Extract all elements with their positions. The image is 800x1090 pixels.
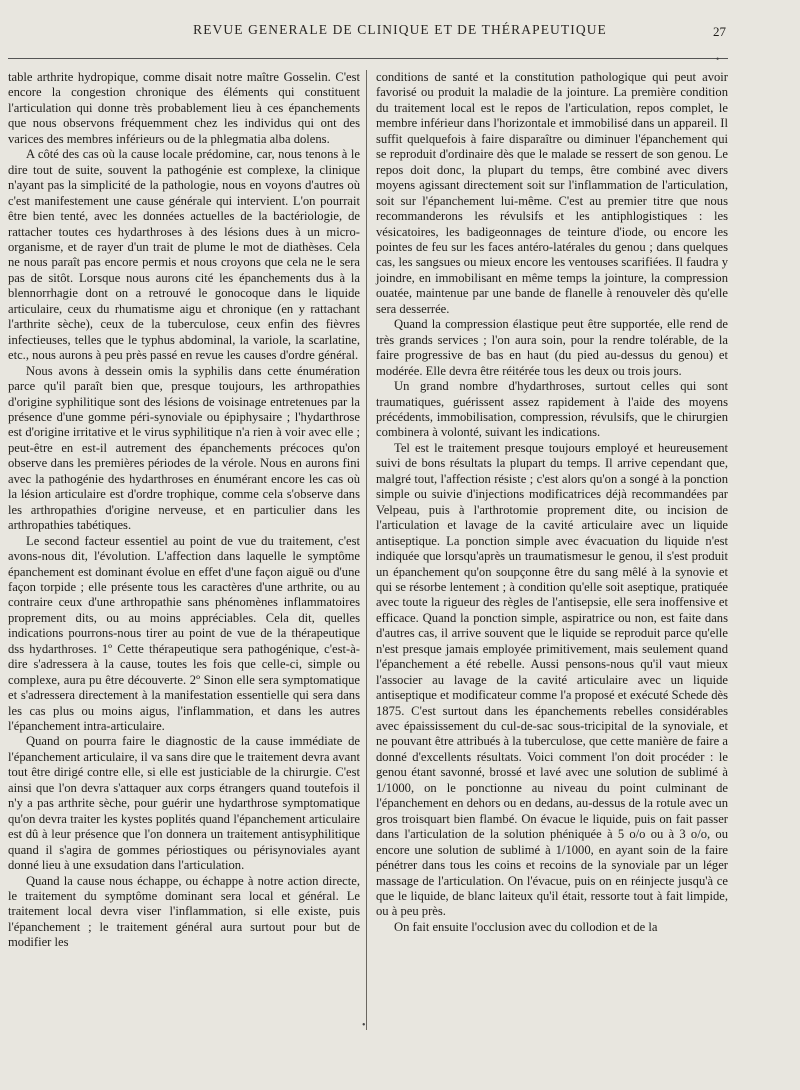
paragraph: On fait ensuite l'occlusion avec du collodion et de la xyxy=(394,919,658,934)
running-header xyxy=(0,22,800,42)
paragraph: Quand on pourra faire le diagnostic de la cause immédiate de l'épanchement articulaire, il va sans dire que le traitement devra avant tout être dirigé contre elle, si elle est justiciable de la chirurgie. C'est ainsi que l'on devra s'attaquer aux corps étrangers quand toutefois il n'y a pas arthrite sèche, pour guérir une hydarthrose symptomatique qu'on devra traiter les kystes poplités quand l'épanchement articulaire est dû à leur présence que l'on donnera un traitement antisyphilitique quand il s'agira de gommes périostiques ou périsynoviales ayant donné lieu à une exsudation dans l'articulation. xyxy=(8,734,360,873)
paragraph: Un grand nombre d'hydarthroses, surtout celles qui sont traumatiques, guérissent assez rapidement à l'aide des moyens précédents, immobilisation, compression, révulsifs, que le chirurgien combinera à volonté, suivant les indications. xyxy=(376,379,728,440)
column-end-mark: • xyxy=(362,1020,366,1031)
paragraph: Le second facteur essentiel au point de vue du traitement, c'est avons-nous dit, l'évolution. L'affection dans laquelle le symptôme épanchement est dominant évolue en effet d'une façon aiguë ou d'une façon torpide ; elle présente tous les caractères d'une arthrite, ou au contraire ceux d'une arthropathie sans phénomènes inflammatoires proprement dits, ou au moins appréciables. Cela dit, quelles indications pourrons-nous tirer au point de vue de la thérapeutique dss hydarthroses. 1º Cette thérapeutique sera pathogénique, c'est-à-dire s'adressera à la cause, toutes les fois que celle-ci, simple ou complexe, aura pu être découverte. 2º Sinon elle sera symptomatique et s'adressera directement à la manifestation essentielle qui sera dans les cas plus ou moins aigus, l'inflammation, et dans les autres l'épanchement intra-articulaire. xyxy=(8,533,360,734)
page-number: 27 xyxy=(713,24,726,39)
paragraph: conditions de santé et la constitution pathologique qui peut avoir favorisé ou produit la maladie de la jointure. La première condition du traitement local est le repos de l'articulation, repos complet, le membre inférieur dans l'horizontale et immobilisé dans un appareil. Il suffit quelquefois à faire disparaître ou diminuer l'épanchement qui se reproduit d'ordinaire dès que le malade se ressert de son genou. Le repos doit donc, la plupart du temps, être combiné avec divers moyens agissant directement soit sur l'inflammation de l'articulation, soit sur l'épanchement lui-même. C'est au premier titre que nous recommanderons les révulsifs et les antiphlogistiques : les vésicatoires, les badigeonnages de teinture d'iode, ou encore les pointes de feu sur les faces antéro-latérales du genou ; dans quelques cas, les sangsues ou mieux encore les ventouses scarifiées. Il faudra y joindre, en immobilisant en même temps la jointure, la compression ouatée, maintenue par une bande de flanelle à renouveler dès qu'elle sera desserrée. xyxy=(376,70,728,316)
paragraph: A côté des cas où la cause locale prédomine, car, nous tenons à le dire tout de suite, souvent la pathogénie est complexe, la clinique n'ayant pas la simplicité de la pathologie, nous en voyons d'autres où c'est manifestement une cause générale qui intervient. L'on pourrait être bien tenté, avec les données actuelles de la bactériologie, de rattacher toutes ces hydarthroses à des lésions dues à un micro-organisme, et de rayer d'un trait de plume le mot de diathèses. Cela ne nous paraît pas encore permis et nous croyons que cela ne le sera pas de sitôt. Lorsque nous aurons cité les épanchements dus à la blennorrhagie dont on a retrouvé le gonocoque dans le liquide articulaire, ceux du rhumatisme aigu et chronique (en y rattachant l'arthrite sèche), ceux de la tuberculose, ceux enfin des fièvres infectieuses, telles que le typhus abdominal, la variole, la scarlatine, etc., nous aurons à peu près passé en revue les causes d'ordre général. xyxy=(8,147,360,363)
rule-ornament: • xyxy=(716,54,720,64)
left-column xyxy=(8,70,360,951)
header-rule xyxy=(8,58,728,59)
paragraph: Nous avons à dessein omis la syphilis dans cette énumération parce qu'il paraît bien que, presque toujours, les arthropathies d'origine syphilitique sont des lésions de voisinage entretenues par la présence d'une gomme péri-synoviale ou épiphysaire ; l'hydarthrose est d'origine irritative et le virus syphilitique n'a rien à voir avec elle ; peut-être en est-il autrement des épanchements précoces qu'on observe dans les premières périodes de la vérole. Nous en aurons fini avec la pathogénie des hydarthroses en énumérant encore les cas où la lésion articulaire est d'ordre trophique, comme cela s'observe dans les arthropathies d'origine nerveuse, et en particulier dans les arthropathies tabétiques. xyxy=(8,363,360,533)
paragraph: Quand la cause nous échappe, ou échappe à notre action directe, le traitement du symptôme dominant sera local et général. Le traitement local devra viser l'inflammation, si elle existe, puis l'épanchement ; le traitement général aura surtout pour but de modifier les xyxy=(8,873,360,950)
paragraph: table arthrite hydropique, comme disait notre maître Gosselin. C'est encore la congestion chronique des éléments qui constituent l'articulation qui donne très probablement lieu à ces épanchements que nous observons fréquemment chez les individus qui ont des varices des membres inférieurs ou de la phlegmatia alba dolens. xyxy=(8,70,360,146)
paragraph: Tel est le traitement presque toujours employé et heureusement suivi de bons résultats la plupart du temps. Il arrive cependant que, malgré tout, l'affection résiste ; c'est alors qu'on a songé à la ponction simple ou suivie d'injections modificatrices déjà recommandées par Velpeau, puis à l'arthrotomie proprement dite, ou incision de l'articulation et lavage de la cavité articulaire avec un liquide antiseptique. La ponction simple avec évacuation du liquide n'est indiquée que lorsqu'après un traumatismesur le genou, il s'est produit un épanchement qu'on soupçonne être du sang mêlé à la synovie et qui se résorbe lentement ; à condition qu'elle soit aseptique, pratiquée avec toute la rigueur des règles de l'antisepsie, elle sera inoffensive et efficace. Quand la ponction simple, aspiratrice ou non, est faite dans d'autres cas, il arrive souvent que le liquide se reproduit parce qu'elle n'est presque jamais employée primitivement, mais seulement quand l'épanchement a été rebelle. Aussi pensons-nous qu'il vaut mieux l'associer au lavage de la cavité articulaire avec un liquide antiseptique et modificateur comme l'a proposé et exécuté Schede dès 1875. C'est surtout dans les épanchements rebelles considérables avec épaississement du cul-de-sac sous-tricipital de la synoviale, et ne pouvant être attribués à la tuberculose, que cette manière de faire a donné d'excellents résultats. Voici comment l'on doit procéder : le genou étant savonné, brossé et lavé avec une solution de sublimé à 1/1000, on le ponctionne au niveau du point culminant de l'épanchement en dehors ou en dedans, au-dessus de la rotule avec un gros troisquart bien flambé. On évacue le liquide, puis on fait passer dans l'articulation de la solution phéniquée à 5 o/o ou à 3 o/o, ou encore une solution de sublimé à 1/1000, en ayant soin de la faire pénétrer dans tous les coins et recoins de la synoviale par un léger massage de l'articulation. On l'évacue, puis on en réinjecte jusqu'à ce que le liquide, de blanc laiteux qu'il était, ressorte tout à fait limpide, ou à peu près. xyxy=(376,440,728,919)
journal-title: REVUE GENERALE DE CLINIQUE ET DE THÉRAPEUTIQUE xyxy=(193,22,607,37)
right-column xyxy=(376,70,728,935)
paragraph: Quand la compression élastique peut être supportée, elle rend de très grands services ; l'on aura soin, pour la rendre tolérable, de la faire progressive de bas en haut (du pied au-dessus du genou) et modérée. Elle devra être réitérée tous les deux ou trois jours. xyxy=(376,317,728,378)
column-divider xyxy=(366,70,367,1030)
